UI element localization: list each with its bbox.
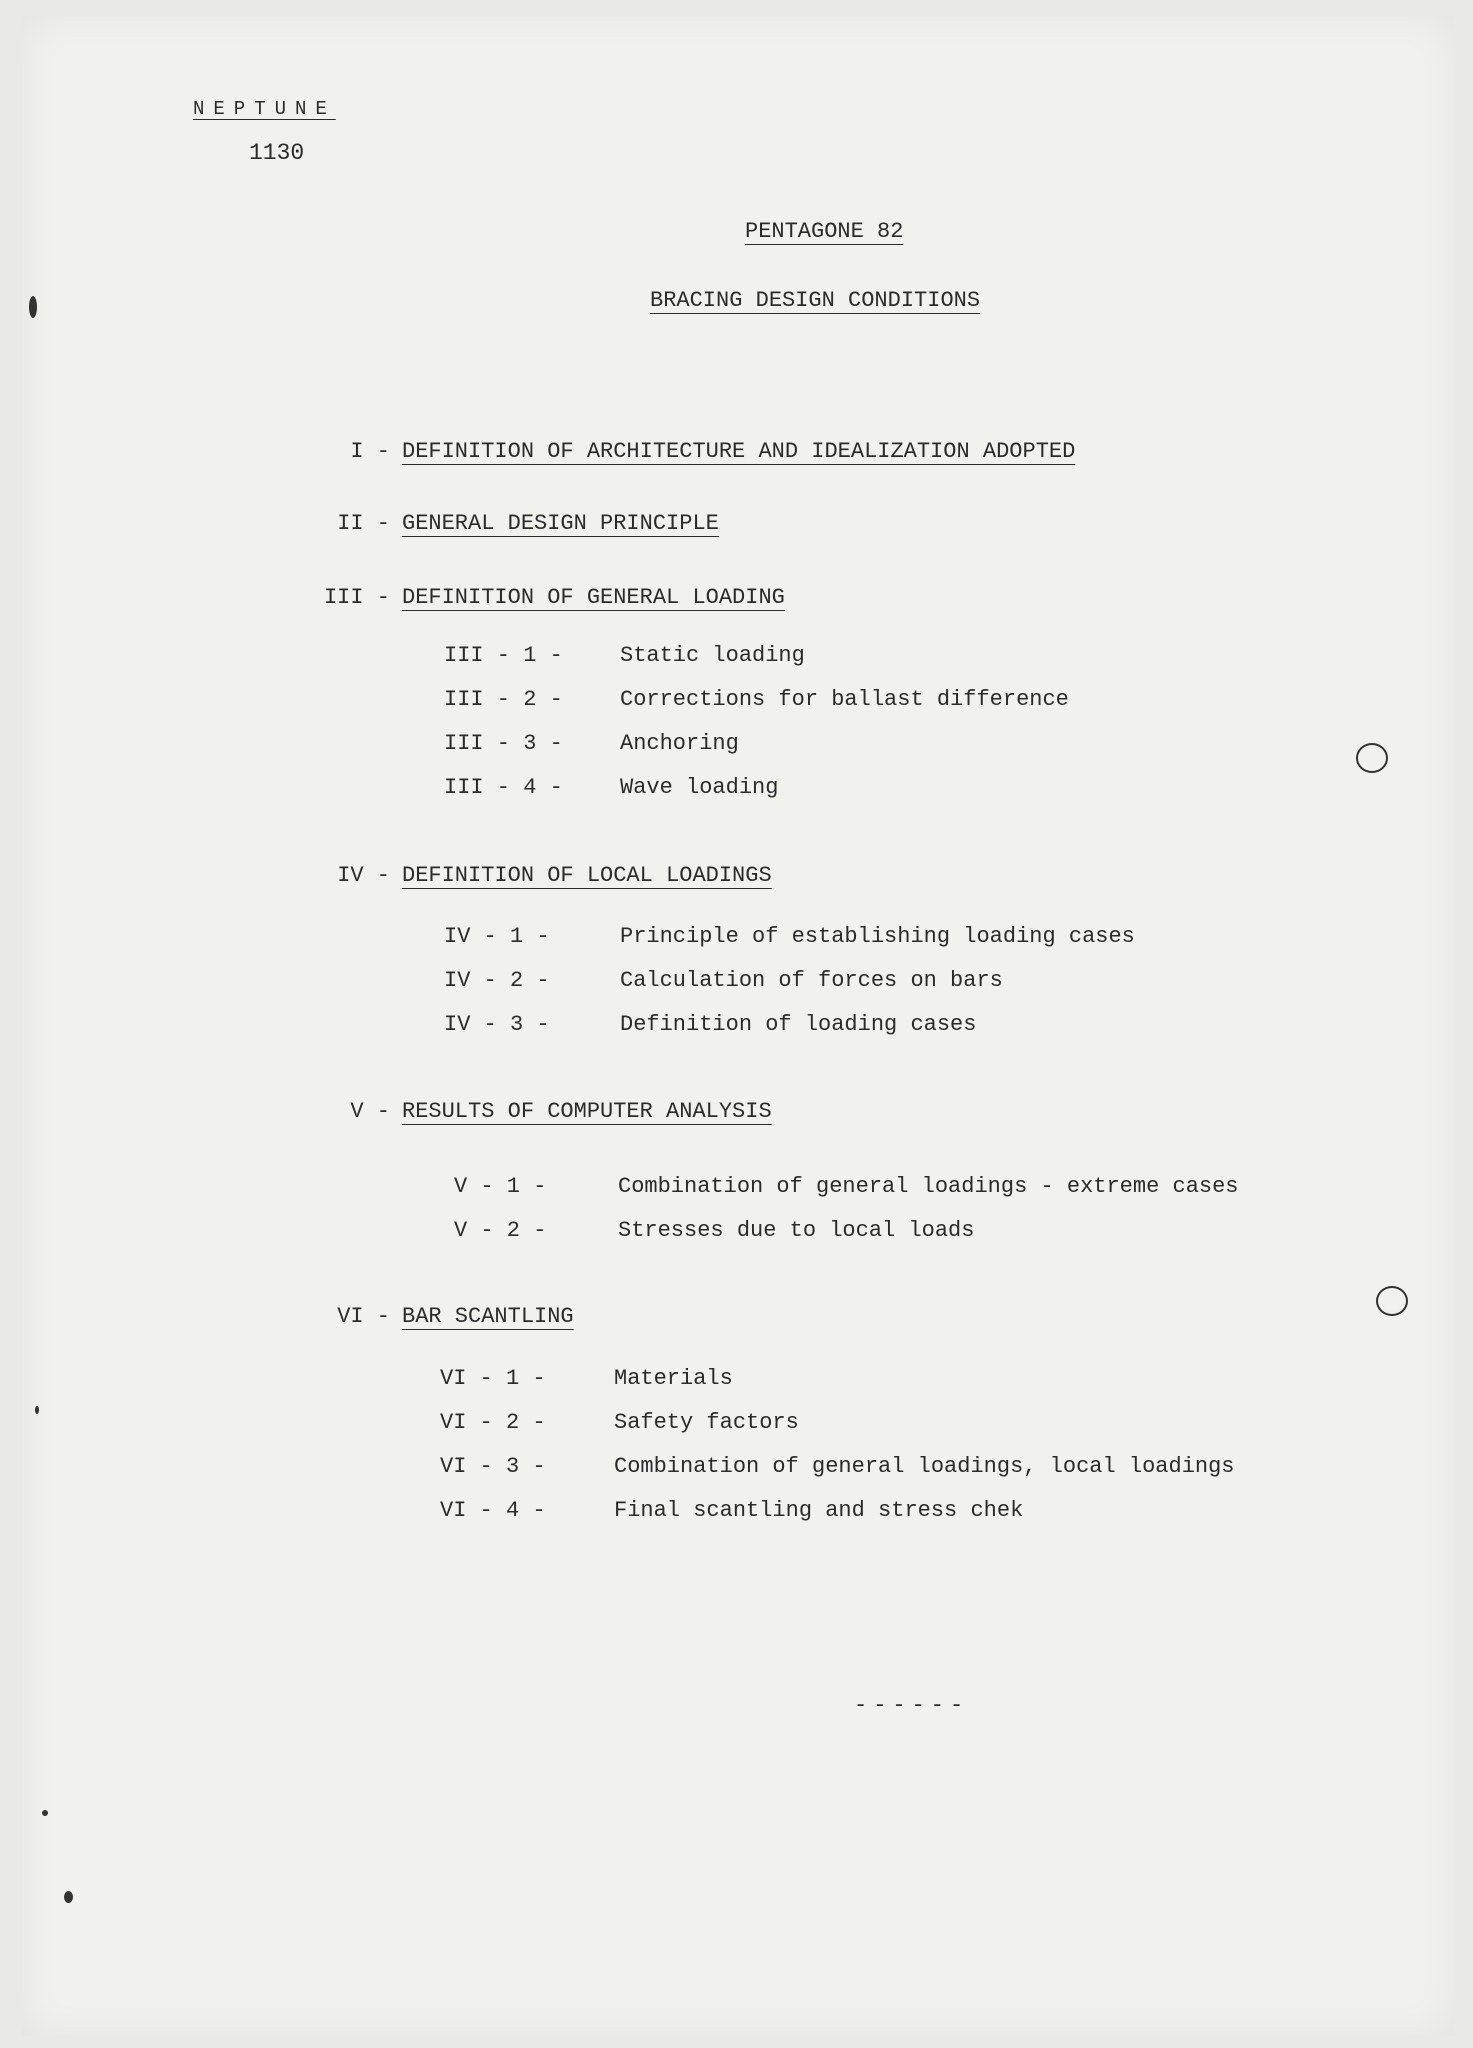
section-title: BAR SCANTLING xyxy=(402,1304,574,1329)
binding-mark xyxy=(42,1810,48,1816)
binding-mark xyxy=(35,1406,39,1414)
punch-hole xyxy=(1376,1286,1408,1316)
subsection-title: Combination of general loadings, local loadings xyxy=(614,1454,1235,1479)
section-number: IV - xyxy=(337,863,390,888)
binding-mark xyxy=(29,296,37,318)
subsection-code: VI - 1 - xyxy=(440,1366,546,1391)
section-number: V - xyxy=(350,1099,390,1124)
subsection-title: Stresses due to local loads xyxy=(618,1218,975,1243)
subsection-title: Wave loading xyxy=(620,775,779,800)
subsection-title: Principle of establishing loading cases xyxy=(620,924,1135,949)
subsection-code: VI - 3 - xyxy=(440,1454,546,1479)
subsection-title: Definition of loading cases xyxy=(620,1012,977,1037)
punch-hole xyxy=(1356,743,1388,773)
subsection-title: Static loading xyxy=(620,643,805,668)
section-title: GENERAL DESIGN PRINCIPLE xyxy=(402,511,719,536)
section-title: RESULTS OF COMPUTER ANALYSIS xyxy=(402,1099,772,1124)
subsection-code: III - 1 - xyxy=(444,643,563,668)
header-brand: NEPTUNE xyxy=(193,98,336,120)
subsection-code: V - 2 - xyxy=(454,1218,547,1243)
document-title: PENTAGONE 82 xyxy=(745,219,904,244)
section-title: DEFINITION OF GENERAL LOADING xyxy=(402,585,785,610)
subsection-title: Calculation of forces on bars xyxy=(620,968,1003,993)
subsection-code: IV - 3 - xyxy=(444,1012,550,1037)
subsection-code: III - 3 - xyxy=(444,731,563,756)
subsection-title: Anchoring xyxy=(620,731,739,756)
subsection-title: Safety factors xyxy=(614,1410,799,1435)
section-number: III - xyxy=(323,585,390,610)
subsection-title: Combination of general loadings - extreme cases xyxy=(618,1174,1239,1199)
section-number: VI - xyxy=(337,1304,390,1329)
subsection-title: Corrections for ballast difference xyxy=(620,687,1069,712)
subsection-code: VI - 4 - xyxy=(440,1498,546,1523)
subsection-code: IV - 2 - xyxy=(444,968,550,993)
subsection-title: Final scantling and stress chek xyxy=(614,1498,1024,1523)
section-number: I - xyxy=(350,439,390,464)
section-title: DEFINITION OF LOCAL LOADINGS xyxy=(402,863,772,888)
subsection-code: IV - 1 - xyxy=(444,924,550,949)
section-number: II - xyxy=(337,511,390,536)
section-title: DEFINITION OF ARCHITECTURE AND IDEALIZATION ADOPTED xyxy=(402,439,1076,464)
binding-mark xyxy=(64,1891,73,1903)
subsection-code: III - 4 - xyxy=(444,775,563,800)
subsection-title: Materials xyxy=(614,1366,733,1391)
document-page xyxy=(22,16,1454,2036)
subsection-code: III - 2 - xyxy=(444,687,563,712)
subsection-code: VI - 2 - xyxy=(440,1410,546,1435)
document-subtitle: BRACING DESIGN CONDITIONS xyxy=(650,288,981,313)
header-number: 1130 xyxy=(249,140,305,166)
subsection-code: V - 1 - xyxy=(454,1174,547,1199)
end-mark: ------ xyxy=(854,1693,970,1718)
